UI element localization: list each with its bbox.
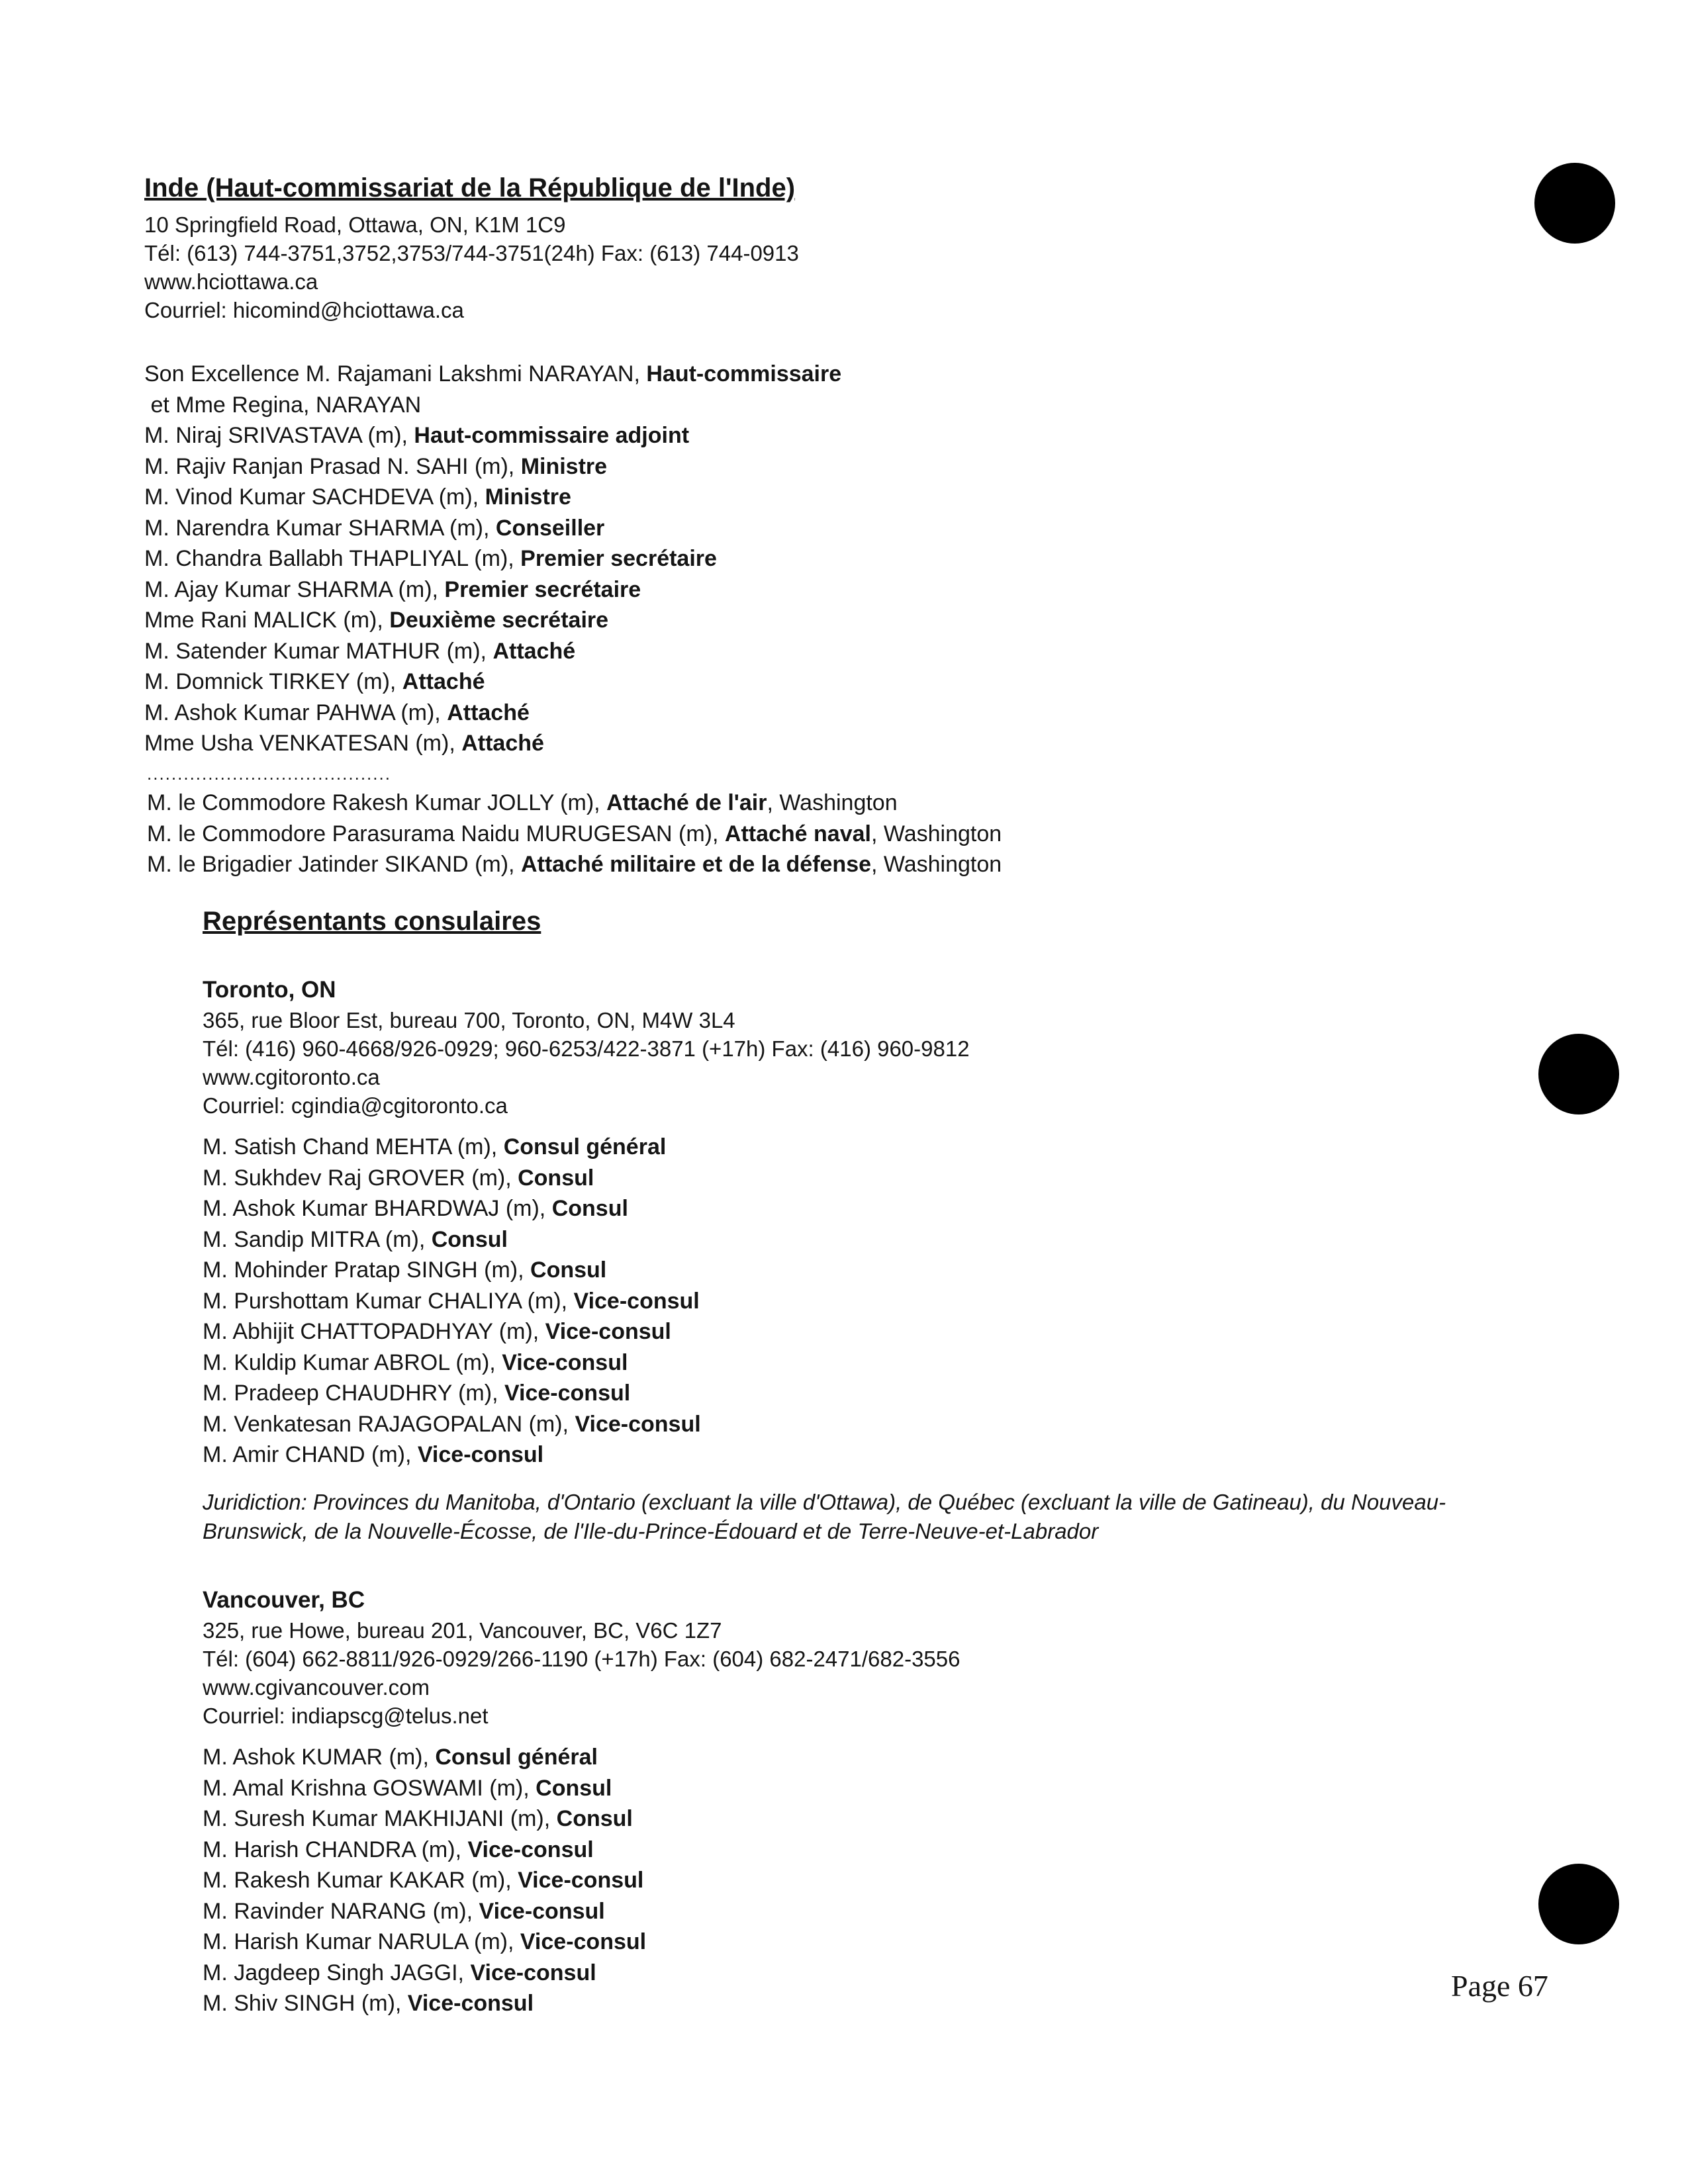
staff-name: M. Amal Krishna GOSWAMI (m), — [203, 1775, 536, 1801]
staff-row — [203, 1958, 646, 1989]
staff-name: M. Satender Kumar MATHUR (m), — [144, 638, 493, 664]
staff-row — [203, 1988, 646, 2019]
staff-row — [203, 1865, 646, 1896]
staff-role: Vice-consul — [470, 1960, 596, 1985]
staff-role: Consul — [530, 1257, 607, 1283]
staff-name: Mme Usha VENKATESAN (m), — [144, 731, 462, 756]
email: Courriel: cgindia@cgitoronto.ca — [203, 1093, 508, 1118]
email: Courriel: indiapscg@telus.net — [203, 1704, 489, 1728]
vancouver-staff-list — [203, 1742, 646, 2019]
staff-name: M. Shiv SINGH (m), — [203, 1991, 408, 2016]
staff-name: M. Mohinder Pratap SINGH (m), — [203, 1257, 531, 1283]
staff-name: M. Kuldip Kumar ABROL (m), — [203, 1349, 502, 1375]
staff-name: Son Excellence M. Rajamani Lakshmi NARAYAN, — [144, 361, 647, 387]
staff-role: Vice-consul — [518, 1868, 644, 1893]
staff-row — [144, 359, 841, 390]
address: 10 Springfield Road, Ottawa, ON, K1M 1C9 — [144, 212, 566, 237]
staff-row — [147, 788, 1002, 819]
staff-name: M. Chandra Ballabh THAPLIYAL (m), — [144, 546, 521, 571]
staff-row — [144, 666, 841, 698]
embassy-staff-list — [144, 359, 841, 759]
staff-loc: , Washington — [871, 852, 1002, 877]
staff-name: M. Rajiv Ranjan Prasad N. SAHI (m), — [144, 453, 521, 479]
staff-name: M. Abhijit CHATTOPADHYAY (m), — [203, 1319, 545, 1344]
staff-loc: , Washington — [767, 790, 898, 815]
punch-hole-top — [1534, 163, 1615, 244]
staff-row — [144, 605, 841, 636]
staff-row — [203, 1286, 701, 1317]
staff-row — [203, 1773, 646, 1804]
staff-row — [203, 1896, 646, 1927]
jurisdiction-note: Juridiction: Provinces du Manitoba, d'Ontario (excluant la ville d'Ottawa), de Québec (excluant la ville de Gatineau), du Nouveau-Brunswick, de la Nouvelle-Écosse, de l'Ile-du-Prince-Édouard et de Terre-Neuve-et-Labrador — [203, 1490, 1446, 1543]
staff-role: Deuxième secrétaire — [389, 608, 609, 633]
staff-row — [203, 1927, 646, 1958]
staff-name: M. Domnick TIRKEY (m), — [144, 669, 402, 694]
staff-name: M. Rakesh Kumar KAKAR (m), — [203, 1868, 518, 1893]
staff-name: Mme Rani MALICK (m), — [144, 608, 390, 633]
staff-name: M. Satish Chand MEHTA (m), — [203, 1134, 504, 1160]
staff-name: M. le Brigadier Jatinder SIKAND (m), — [147, 852, 521, 877]
staff-row — [147, 819, 1002, 850]
staff-name: M. Ashok Kumar BHARDWAJ (m), — [203, 1196, 552, 1221]
staff-row — [203, 1803, 646, 1835]
staff-row — [203, 1132, 701, 1163]
staff-role: Consul général — [435, 1745, 598, 1770]
staff-role: Vice-consul — [479, 1898, 605, 1924]
staff-row — [203, 1224, 701, 1255]
staff-name: M. Harish Kumar NARULA (m), — [203, 1929, 520, 1954]
staff-row — [203, 1742, 646, 1773]
staff-row — [203, 1835, 646, 1866]
punch-hole-bottom — [1538, 1864, 1619, 1944]
staff-role: Attaché militaire et de la défense — [520, 852, 872, 877]
staff-role: Premier secrétaire — [444, 576, 641, 602]
staff-row — [203, 1193, 701, 1224]
staff-name: M. Ravinder NARANG (m), — [203, 1898, 479, 1924]
address: 325, rue Howe, bureau 201, Vancouver, BC, V6C 1Z7 — [203, 1618, 722, 1643]
separator: ........................................ — [147, 764, 391, 784]
staff-row — [203, 1163, 701, 1194]
staff-role: Ministre — [520, 453, 608, 479]
vancouver-heading: Vancouver, BC — [203, 1587, 365, 1613]
phone: Tél: (604) 662-8811/926-0929/266-1190 (+17h) Fax: (604) 682-2471/682-3556 — [203, 1647, 961, 1671]
staff-name: M. Ajay Kumar SHARMA (m), — [144, 576, 445, 602]
staff-row — [203, 1316, 701, 1347]
staff-name: M. Sukhdev Raj GROVER (m), — [203, 1165, 518, 1191]
staff-name: M. Harish CHANDRA (m), — [203, 1837, 468, 1862]
staff-role: Consul général — [503, 1134, 667, 1160]
high-commission-contact — [144, 210, 799, 324]
staff-row — [144, 574, 841, 606]
staff-name: M. Purshottam Kumar CHALIYA (m), — [203, 1288, 574, 1314]
staff-name: M. Suresh Kumar MAKHIJANI (m), — [203, 1806, 557, 1831]
staff-row — [147, 849, 1002, 880]
staff-name: M. Sandip MITRA (m), — [203, 1226, 432, 1252]
staff-role: Vice-consul — [467, 1837, 594, 1862]
staff-role: Vice-consul — [504, 1381, 631, 1406]
staff-row — [144, 543, 841, 574]
website: www.hciottawa.ca — [144, 269, 318, 294]
staff-row — [203, 1409, 701, 1440]
staff-row — [203, 1347, 701, 1379]
staff-row — [144, 420, 841, 451]
phone: Tél: (613) 744-3751,3752,3753/744-3751(24h) Fax: (613) 744-0913 — [144, 241, 799, 265]
phone: Tél: (416) 960-4668/926-0929; 960-6253/422-3871 (+17h) Fax: (416) 960-9812 — [203, 1036, 970, 1061]
staff-name: M. Pradeep CHAUDHRY (m), — [203, 1381, 504, 1406]
staff-name: M. Ashok KUMAR (m), — [203, 1745, 436, 1770]
address: 365, rue Bloor Est, bureau 700, Toronto, ON, M4W 3L4 — [203, 1008, 735, 1032]
staff-role: Vice-consul — [407, 1991, 534, 2016]
staff-role: Ministre — [485, 484, 571, 510]
staff-role: Attaché naval — [724, 821, 871, 846]
website: www.cgitoronto.ca — [203, 1065, 380, 1089]
staff-name: M. le Commodore Parasurama Naidu MURUGESAN (m), — [147, 821, 725, 846]
toronto-contact — [203, 1006, 970, 1120]
staff-role: Consul — [551, 1196, 628, 1221]
staff-row — [144, 451, 841, 482]
staff-role: Attaché — [461, 731, 544, 756]
staff-loc: , Washington — [870, 821, 1002, 846]
staff-role: Consul — [431, 1226, 508, 1252]
toronto-staff-list — [203, 1132, 701, 1471]
staff-role: Vice-consul — [545, 1319, 671, 1344]
staff-name: M. Niraj SRIVASTAVA (m), — [144, 423, 414, 448]
toronto-heading: Toronto, ON — [203, 977, 336, 1003]
page-title: Inde (Haut-commissariat de la République de l'Inde) — [144, 173, 796, 203]
staff-role: Attaché — [402, 669, 485, 694]
staff-role: Premier secrétaire — [520, 546, 717, 571]
staff-role: Vice-consul — [502, 1349, 628, 1375]
staff-role: Consul — [518, 1165, 594, 1191]
page-number: Page 67 — [1451, 1969, 1548, 2003]
staff-role: Haut-commissaire adjoint — [414, 423, 690, 448]
email: Courriel: hicomind@hciottawa.ca — [144, 298, 464, 322]
punch-hole-middle — [1538, 1034, 1619, 1115]
staff-name: M. le Commodore Rakesh Kumar JOLLY (m), — [147, 790, 607, 815]
staff-name: M. Ashok Kumar PAHWA (m), — [144, 700, 447, 725]
staff-name: M. Venkatesan RAJAGOPALAN (m), — [203, 1411, 575, 1437]
staff-role: Vice-consul — [520, 1929, 647, 1954]
staff-role: Attaché — [447, 700, 530, 725]
staff-row — [144, 636, 841, 667]
staff-name: et Mme Regina, NARAYAN — [144, 392, 422, 418]
staff-role: Consul — [556, 1806, 633, 1831]
staff-row — [144, 390, 841, 421]
staff-row — [203, 1439, 701, 1471]
staff-row — [144, 482, 841, 513]
section-title: Représentants consulaires — [203, 907, 541, 936]
staff-row — [203, 1255, 701, 1286]
staff-row — [203, 1378, 701, 1409]
staff-name: M. Amir CHAND (m), — [203, 1442, 418, 1467]
staff-role: Conseiller — [495, 515, 605, 541]
staff-row — [144, 513, 841, 544]
vancouver-contact — [203, 1616, 961, 1730]
staff-role: Vice-consul — [573, 1288, 700, 1314]
staff-role: Consul — [536, 1775, 612, 1801]
attache-staff-list — [147, 788, 1002, 880]
staff-role: Attaché — [492, 638, 576, 664]
staff-role: Vice-consul — [417, 1442, 544, 1467]
staff-name: M. Jagdeep Singh JAGGI, — [203, 1960, 471, 1985]
staff-row — [144, 698, 841, 729]
staff-role: Vice-consul — [575, 1411, 701, 1437]
staff-row — [144, 728, 841, 759]
staff-role: Attaché de l'air — [606, 790, 767, 815]
staff-name: M. Narendra Kumar SHARMA (m), — [144, 515, 496, 541]
staff-name: M. Vinod Kumar SACHDEVA (m), — [144, 484, 485, 510]
staff-role: Haut-commissaire — [646, 361, 842, 387]
website: www.cgivancouver.com — [203, 1675, 430, 1700]
